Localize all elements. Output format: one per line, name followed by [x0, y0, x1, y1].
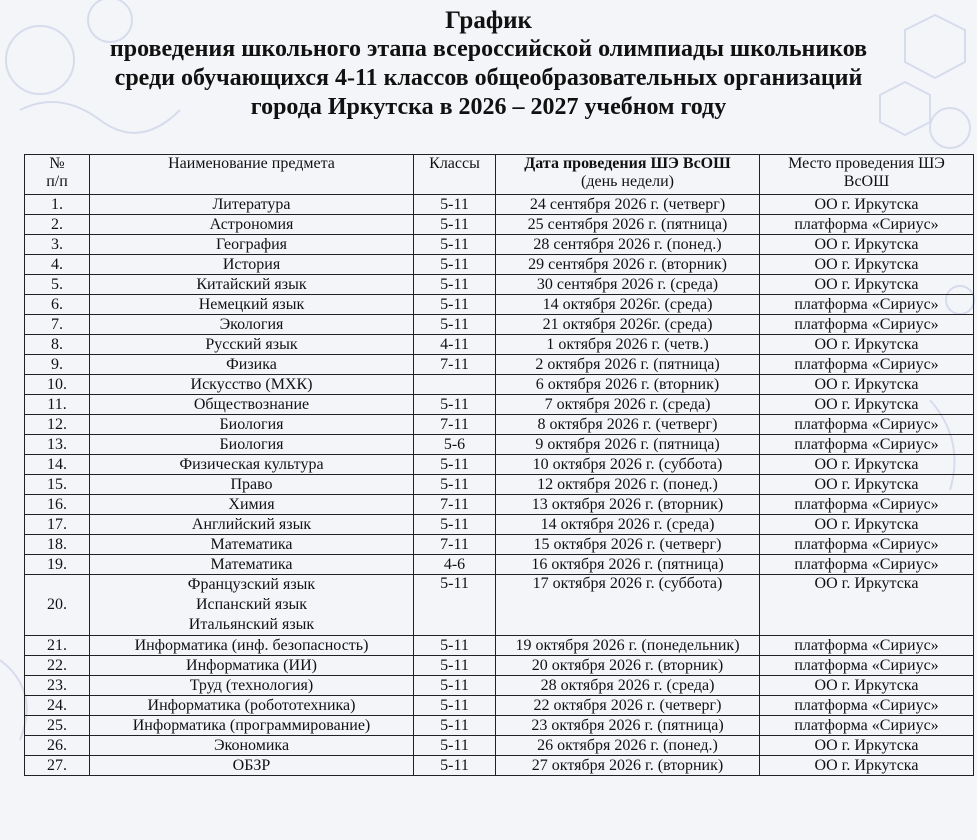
row-date: 16 октября 2026 г. (пятница): [496, 555, 760, 575]
row-place: платформа «Сириус»: [760, 295, 974, 315]
row-number: 5.: [25, 275, 90, 295]
row-grades: 5-11: [414, 656, 496, 676]
row-grades: 5-11: [414, 235, 496, 255]
row-subject: Литература: [90, 195, 414, 215]
row-place: платформа «Сириус»: [760, 315, 974, 335]
title-line-4: города Иркутска в 2026 – 2027 учебном году: [250, 94, 727, 120]
row-date: 19 октября 2026 г. (понедельник): [496, 636, 760, 656]
row-place: ОО г. Иркутска: [760, 575, 974, 636]
row-number: 17.: [25, 515, 90, 535]
row-subject: [90, 575, 414, 636]
row-number: 23.: [25, 676, 90, 696]
row-grades: 5-11: [414, 636, 496, 656]
row-subject: Астрономия: [90, 215, 414, 235]
row-place: платформа «Сириус»: [760, 355, 974, 375]
row-date: 13 октября 2026 г. (вторник): [496, 495, 760, 515]
row-grades: 5-6: [414, 435, 496, 455]
row-number: 27.: [25, 756, 90, 776]
row-grades: 5-11: [414, 295, 496, 315]
table-row: [25, 495, 974, 515]
row-place: платформа «Сириус»: [760, 495, 974, 515]
table-row: [25, 395, 974, 415]
row-number: 13.: [25, 435, 90, 455]
table-row: [25, 235, 974, 255]
row-grades: 7-11: [414, 535, 496, 555]
row-subject: Информатика (программирование): [90, 716, 414, 736]
row-grades: 5-11: [414, 275, 496, 295]
column-header-place-line1: Место проведения ШЭ: [788, 155, 945, 172]
row-place: ОО г. Иркутска: [760, 235, 974, 255]
row-place: ОО г. Иркутска: [760, 756, 974, 776]
row-place: платформа «Сириус»: [760, 696, 974, 716]
row-place: платформа «Сириус»: [760, 716, 974, 736]
table-row: [25, 215, 974, 235]
row-date: 8 октября 2026 г. (четверг): [496, 415, 760, 435]
row-date: 22 октября 2026 г. (четверг): [496, 696, 760, 716]
table-row: [25, 475, 974, 495]
row-number: 25.: [25, 716, 90, 736]
row-place: ОО г. Иркутска: [760, 736, 974, 756]
row-subject: Информатика (ИИ): [90, 656, 414, 676]
row-date: 30 сентября 2026 г. (среда): [496, 275, 760, 295]
row-date: 23 октября 2026 г. (пятница): [496, 716, 760, 736]
table-header-row: [25, 155, 974, 195]
row-place: ОО г. Иркутска: [760, 255, 974, 275]
row-subject: Химия: [90, 495, 414, 515]
column-header-date-subtitle: (день недели): [581, 173, 674, 190]
row-number: 16.: [25, 495, 90, 515]
table-row: [25, 255, 974, 275]
row-subject: Экология: [90, 315, 414, 335]
table-row: [25, 435, 974, 455]
row-number: 20.: [25, 575, 90, 636]
row-grades: 5-11: [414, 215, 496, 235]
table-row: [25, 275, 974, 295]
row-grades: 5-11: [414, 575, 496, 636]
row-place: ОО г. Иркутска: [760, 375, 974, 395]
row-number: 22.: [25, 656, 90, 676]
row-number: 4.: [25, 255, 90, 275]
row-date: 17 октября 2026 г. (суббота): [496, 575, 760, 636]
table-row: [25, 555, 974, 575]
row-grades: 7-11: [414, 355, 496, 375]
row-number: 26.: [25, 736, 90, 756]
row-grades: 7-11: [414, 495, 496, 515]
row-grades: 5-11: [414, 696, 496, 716]
row-subject-line: Итальянский язык: [188, 616, 315, 633]
row-subject: Китайский язык: [90, 275, 414, 295]
table-row: [25, 636, 974, 656]
row-number: 9.: [25, 355, 90, 375]
row-subject: Физическая культура: [90, 455, 414, 475]
row-subject-line: Французский язык: [187, 576, 316, 593]
column-header-date-title: Дата проведения ШЭ ВсОШ: [524, 155, 731, 172]
row-grades: 5-11: [414, 756, 496, 776]
row-number: 2.: [25, 215, 90, 235]
row-date: 9 октября 2026 г. (пятница): [496, 435, 760, 455]
row-grades: 5-11: [414, 515, 496, 535]
row-place: платформа «Сириус»: [760, 555, 974, 575]
table-row: [25, 676, 974, 696]
row-place: платформа «Сириус»: [760, 636, 974, 656]
row-subject: Английский язык: [90, 515, 414, 535]
row-place: платформа «Сириус»: [760, 215, 974, 235]
row-subject: Немецкий язык: [90, 295, 414, 315]
column-header-place-line2: ВсОШ: [843, 173, 890, 190]
row-subject: Физика: [90, 355, 414, 375]
row-number: 12.: [25, 415, 90, 435]
row-date: 24 сентября 2026 г. (четверг): [496, 195, 760, 215]
table-row: [25, 515, 974, 535]
row-subject: Биология: [90, 435, 414, 455]
row-subject: Труд (технология): [90, 676, 414, 696]
table-row: [25, 335, 974, 355]
row-grades: 4-6: [414, 555, 496, 575]
row-grades: 5-11: [414, 475, 496, 495]
column-header-place: [760, 155, 974, 195]
schedule-table: [24, 154, 974, 776]
row-place: платформа «Сириус»: [760, 656, 974, 676]
row-date: 27 октября 2026 г. (вторник): [496, 756, 760, 776]
table-row: [25, 195, 974, 215]
row-date: 6 октября 2026 г. (вторник): [496, 375, 760, 395]
row-place: ОО г. Иркутска: [760, 195, 974, 215]
row-number: 3.: [25, 235, 90, 255]
table-row: [25, 716, 974, 736]
column-header-number-line1: №: [49, 155, 65, 172]
row-place: ОО г. Иркутска: [760, 515, 974, 535]
row-date: 26 октября 2026 г. (понед.): [496, 736, 760, 756]
row-subject: География: [90, 235, 414, 255]
row-grades: 4-11: [414, 335, 496, 355]
row-subject: История: [90, 255, 414, 275]
column-header-date: [496, 155, 760, 195]
row-subject: Информатика (инф. безопасность): [90, 636, 414, 656]
row-date: 7 октября 2026 г. (среда): [496, 395, 760, 415]
row-place: платформа «Сириус»: [760, 435, 974, 455]
row-date: 25 сентября 2026 г. (пятница): [496, 215, 760, 235]
row-grades: 5-11: [414, 395, 496, 415]
table-row: [25, 375, 974, 395]
row-grades: 5-11: [414, 455, 496, 475]
row-number: 24.: [25, 696, 90, 716]
row-subject: Экономика: [90, 736, 414, 756]
row-number: 18.: [25, 535, 90, 555]
row-date: 10 октября 2026 г. (суббота): [496, 455, 760, 475]
row-grades: 7-11: [414, 415, 496, 435]
column-header-number: [25, 155, 90, 195]
row-subject-line: Испанский язык: [195, 596, 308, 613]
column-header-number-line2: п/п: [46, 173, 68, 190]
row-date: 14 октября 2026г. (среда): [496, 295, 760, 315]
row-place: ОО г. Иркутска: [760, 455, 974, 475]
row-number: 19.: [25, 555, 90, 575]
table-row: [25, 535, 974, 555]
row-date: 14 октября 2026 г. (среда): [496, 515, 760, 535]
row-number: 7.: [25, 315, 90, 335]
document-title: [0, 0, 977, 122]
row-number: 10.: [25, 375, 90, 395]
row-grades: 5-11: [414, 676, 496, 696]
row-subject: Математика: [90, 555, 414, 575]
table-row: [25, 575, 974, 636]
row-grades: 5-11: [414, 736, 496, 756]
table-row: [25, 736, 974, 756]
row-date: 12 октября 2026 г. (понед.): [496, 475, 760, 495]
table-row: [25, 696, 974, 716]
table-row: [25, 295, 974, 315]
table-row: [25, 756, 974, 776]
column-header-subject: Наименование предмета: [90, 155, 414, 195]
row-place: ОО г. Иркутска: [760, 275, 974, 295]
row-subject: Русский язык: [90, 335, 414, 355]
table-row: [25, 355, 974, 375]
row-subject: Математика: [90, 535, 414, 555]
table-row: [25, 455, 974, 475]
row-grades: [414, 375, 496, 395]
row-number: 15.: [25, 475, 90, 495]
row-subject: Обществознание: [90, 395, 414, 415]
row-place: платформа «Сириус»: [760, 535, 974, 555]
row-subject: Искусство (МХК): [90, 375, 414, 395]
row-subject: ОБЗР: [90, 756, 414, 776]
row-grades: 5-11: [414, 716, 496, 736]
row-subject: Биология: [90, 415, 414, 435]
row-number: 6.: [25, 295, 90, 315]
row-date: 29 сентября 2026 г. (вторник): [496, 255, 760, 275]
row-number: 8.: [25, 335, 90, 355]
row-subject: Право: [90, 475, 414, 495]
table-row: [25, 315, 974, 335]
row-subject: Информатика (робототехника): [90, 696, 414, 716]
row-place: ОО г. Иркутска: [760, 676, 974, 696]
row-grades: 5-11: [414, 195, 496, 215]
row-date: 28 октября 2026 г. (среда): [496, 676, 760, 696]
row-place: ОО г. Иркутска: [760, 335, 974, 355]
row-number: 21.: [25, 636, 90, 656]
title-line-1: График: [445, 7, 532, 34]
row-date: 21 октября 2026г. (среда): [496, 315, 760, 335]
row-place: ОО г. Иркутска: [760, 475, 974, 495]
column-header-grades: Классы: [414, 155, 496, 195]
row-number: 11.: [25, 395, 90, 415]
table-body: [25, 195, 974, 776]
row-place: ОО г. Иркутска: [760, 395, 974, 415]
title-line-3: среди обучающихся 4-11 классов общеобразовательных организаций: [114, 65, 863, 91]
row-date: 28 сентября 2026 г. (понед.): [496, 235, 760, 255]
row-date: 15 октября 2026 г. (четверг): [496, 535, 760, 555]
table-row: [25, 415, 974, 435]
row-grades: 5-11: [414, 255, 496, 275]
row-number: 14.: [25, 455, 90, 475]
row-date: 2 октября 2026 г. (пятница): [496, 355, 760, 375]
title-line-2: проведения школьного этапа всероссийской олимпиады школьников: [109, 36, 868, 62]
row-number: 1.: [25, 195, 90, 215]
row-place: платформа «Сириус»: [760, 415, 974, 435]
row-date: 20 октября 2026 г. (вторник): [496, 656, 760, 676]
row-date: 1 октября 2026 г. (четв.): [496, 335, 760, 355]
table-row: [25, 656, 974, 676]
row-grades: 5-11: [414, 315, 496, 335]
